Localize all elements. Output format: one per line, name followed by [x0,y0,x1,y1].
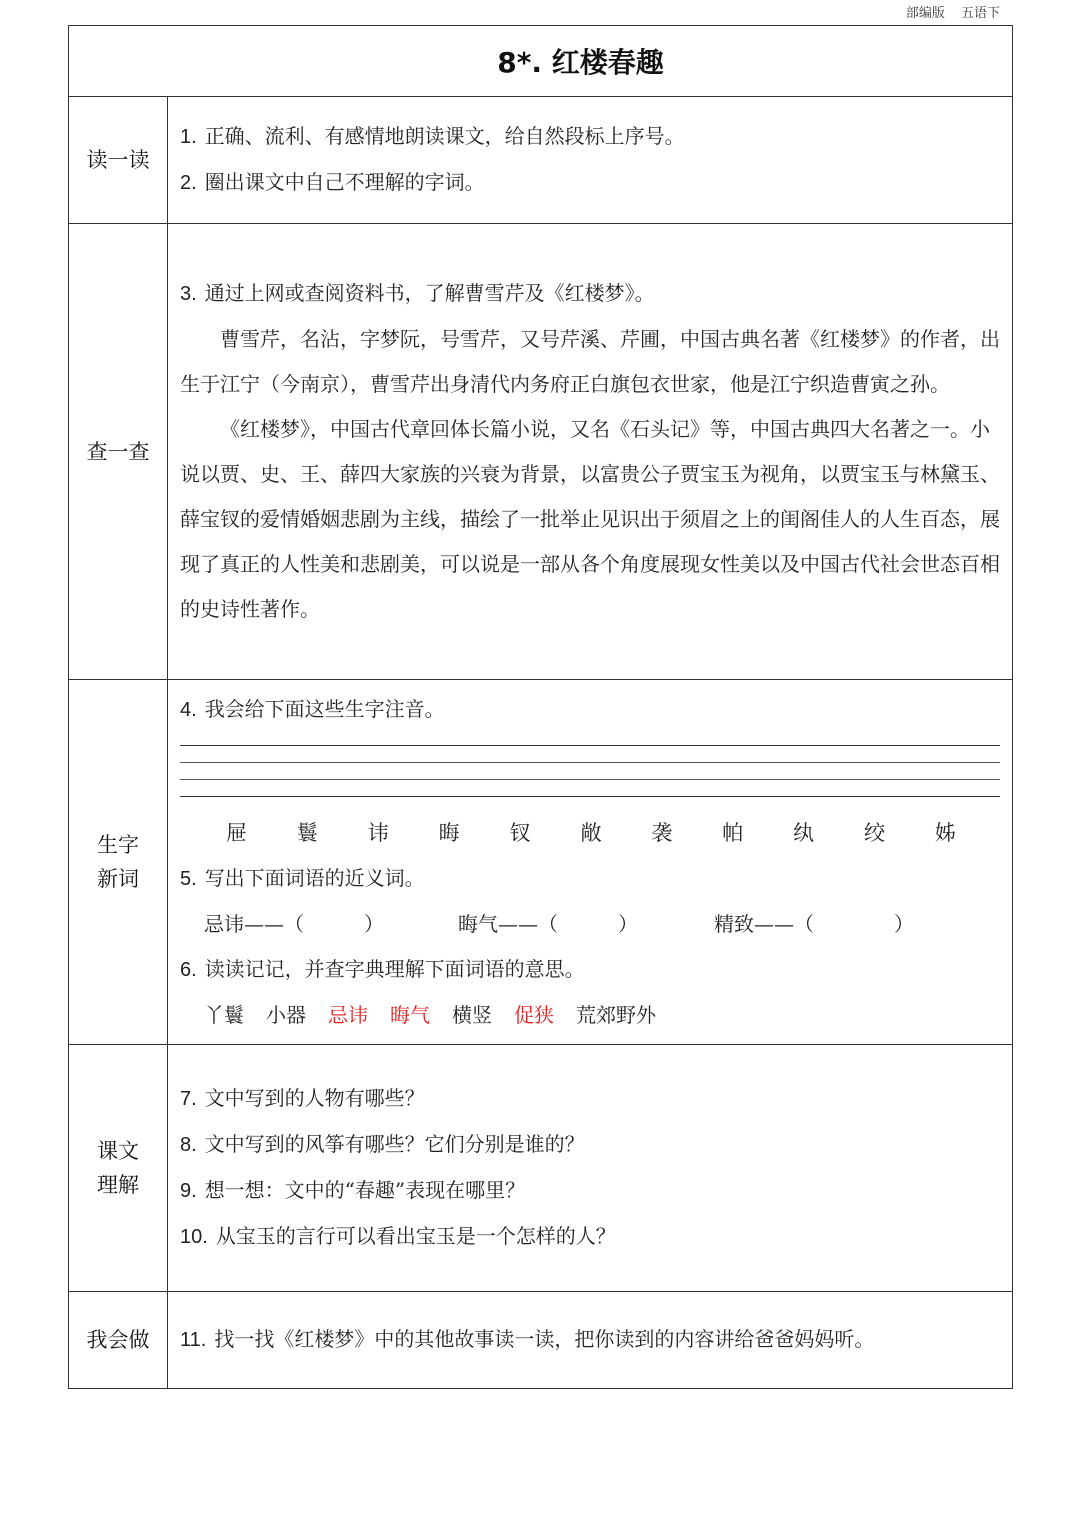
label-line: 新词 [97,867,139,891]
question-number: 6. [180,958,197,981]
synonym-item-huiqi[interactable]: 晦气——（ ） [458,911,638,936]
new-character: 屉 [226,820,247,845]
label-line: 课文 [97,1139,139,1163]
label-line: 理解 [97,1173,139,1197]
question-1 [180,114,1000,160]
new-character: 晦 [438,820,460,845]
vocab-word: 小器 [266,1002,306,1027]
question-number: 7. [180,1088,197,1110]
section-read [69,97,1013,224]
question-number: 2. [180,172,197,194]
question-8 [180,1122,1000,1168]
question-text: 读读记记，并查字典理解下面词语的意思。 [204,956,585,981]
question-text: 正确、流利、有感情地朗读课文，给自然段标上序号。 [204,124,685,148]
grade-label: 五语下 [960,6,1000,21]
question-text: 我会给下面这些生字注音。 [204,696,445,721]
worksheet-table [68,25,1013,1389]
section-words [69,680,1013,1045]
question-7 [180,1076,1000,1122]
header-tag [894,2,1000,21]
question-9 [180,1168,1000,1214]
question-2 [180,160,1000,206]
new-character: 鬟 [296,820,318,845]
question-text: 圈出课文中自己不理解的字词。 [204,170,485,194]
label-line: 生字 [97,833,139,857]
synonym-item-jihui[interactable]: 忌讳——（ ） [204,911,384,936]
question-number: 11. [180,1329,207,1351]
question-text: 文中写到的风筝有哪些？它们分别是谁的？ [204,1132,585,1156]
question-text: 文中写到的人物有哪些？ [204,1086,425,1110]
new-character: 讳 [367,820,389,845]
paragraph-cao-xueqin: 曹雪芹，名沾，字梦阮，号雪芹，又号芹溪、芹圃，中国古典名著《红楼梦》的作者，出生于江宁（今南京），曹雪芹出身清代内务府正白旗包衣世家，他是江宁织造曹寅之孙。 [180,327,1000,396]
question-number: 1. [180,126,197,148]
question-number: 4. [180,698,197,721]
vocab-word: 丫鬟 [204,1002,244,1027]
section-content-lookup [168,224,1013,680]
edition-label: 部编版 [905,6,945,21]
section-label-understand [69,1045,168,1292]
question-5 [180,856,1000,902]
section-do [69,1292,1013,1389]
new-character: 纨 [793,820,815,845]
synonym-row [180,902,1000,947]
page-title: 8*. 红楼春趣 [497,46,664,79]
new-character: 敞 [580,820,602,845]
vocab-row [180,993,1000,1038]
question-number: 5. [180,867,197,890]
question-number: 9. [180,1180,197,1202]
vocab-word: 荒郊野外 [576,1002,656,1027]
question-text: 通过上网或查阅资料书，了解曹雪芹及《红楼梦》。 [204,281,655,305]
section-label-lookup: 查一查 [69,224,168,680]
vocab-word: 忌讳 [328,1002,368,1027]
question-11 [180,1317,1000,1363]
vocab-word: 横竖 [452,1002,492,1027]
writing-line [180,779,1000,796]
vocab-word: 促狭 [514,1002,554,1027]
writing-line [180,762,1000,779]
question-text: 从宝玉的言行可以看出宝玉是一个怎样的人？ [215,1224,616,1248]
section-content-words [168,680,1013,1045]
question-10 [180,1214,1000,1260]
section-lookup [69,224,1013,680]
title-cell [69,26,1013,97]
question-text: 写出下面词语的近义词。 [204,865,425,890]
writing-line [180,745,1000,762]
new-character: 钗 [509,820,531,845]
question-3 [180,271,1000,317]
question-text: 找一找《红楼梦》中的其他故事读一读，把你读到的内容讲给爸爸妈妈听。 [214,1327,875,1351]
new-character: 绞 [864,820,886,845]
question-4 [180,687,1000,733]
writing-line [180,796,1000,797]
question-number: 3. [180,283,197,305]
pinyin-writing-lines[interactable] [180,745,1000,797]
section-label-words [69,680,168,1045]
question-number: 8. [180,1134,197,1156]
section-content-read [168,97,1013,224]
section-label-do: 我会做 [69,1292,168,1389]
vocab-word: 晦气 [390,1002,430,1027]
section-understand [69,1045,1013,1292]
section-content-do [168,1292,1013,1389]
question-number: 10. [180,1226,208,1248]
paragraph-hongloumeng: 《红楼梦》，中国古代章回体长篇小说，又名《石头记》等，中国古典四大名著之一。小说以贾、史、王、薛四大家族的兴衰为背景，以富贵公子贾宝玉为视角，以贾宝玉与林黛玉、薛宝钗的爱情婚姻悲剧为主线，描绘了一批举止见识出于须眉之上的闺阁佳人的人生百态，展现了真正的人性美和悲剧美，可以说是一部从各个角度展现女性美以及中国古代社会世态百相的史诗性著作。 [180,417,1000,621]
synonym-item-jingzhi[interactable]: 精致——（ ） [714,911,914,936]
question-text: 想一想：文中的“春趣”表现在哪里？ [204,1178,526,1202]
question-6 [180,947,1000,993]
new-character: 袭 [651,820,673,845]
new-character: 姊 [934,820,956,845]
section-content-understand [168,1045,1013,1292]
section-label-read: 读一读 [69,97,168,224]
new-character: 帕 [722,820,744,845]
new-characters-row [180,811,1000,856]
